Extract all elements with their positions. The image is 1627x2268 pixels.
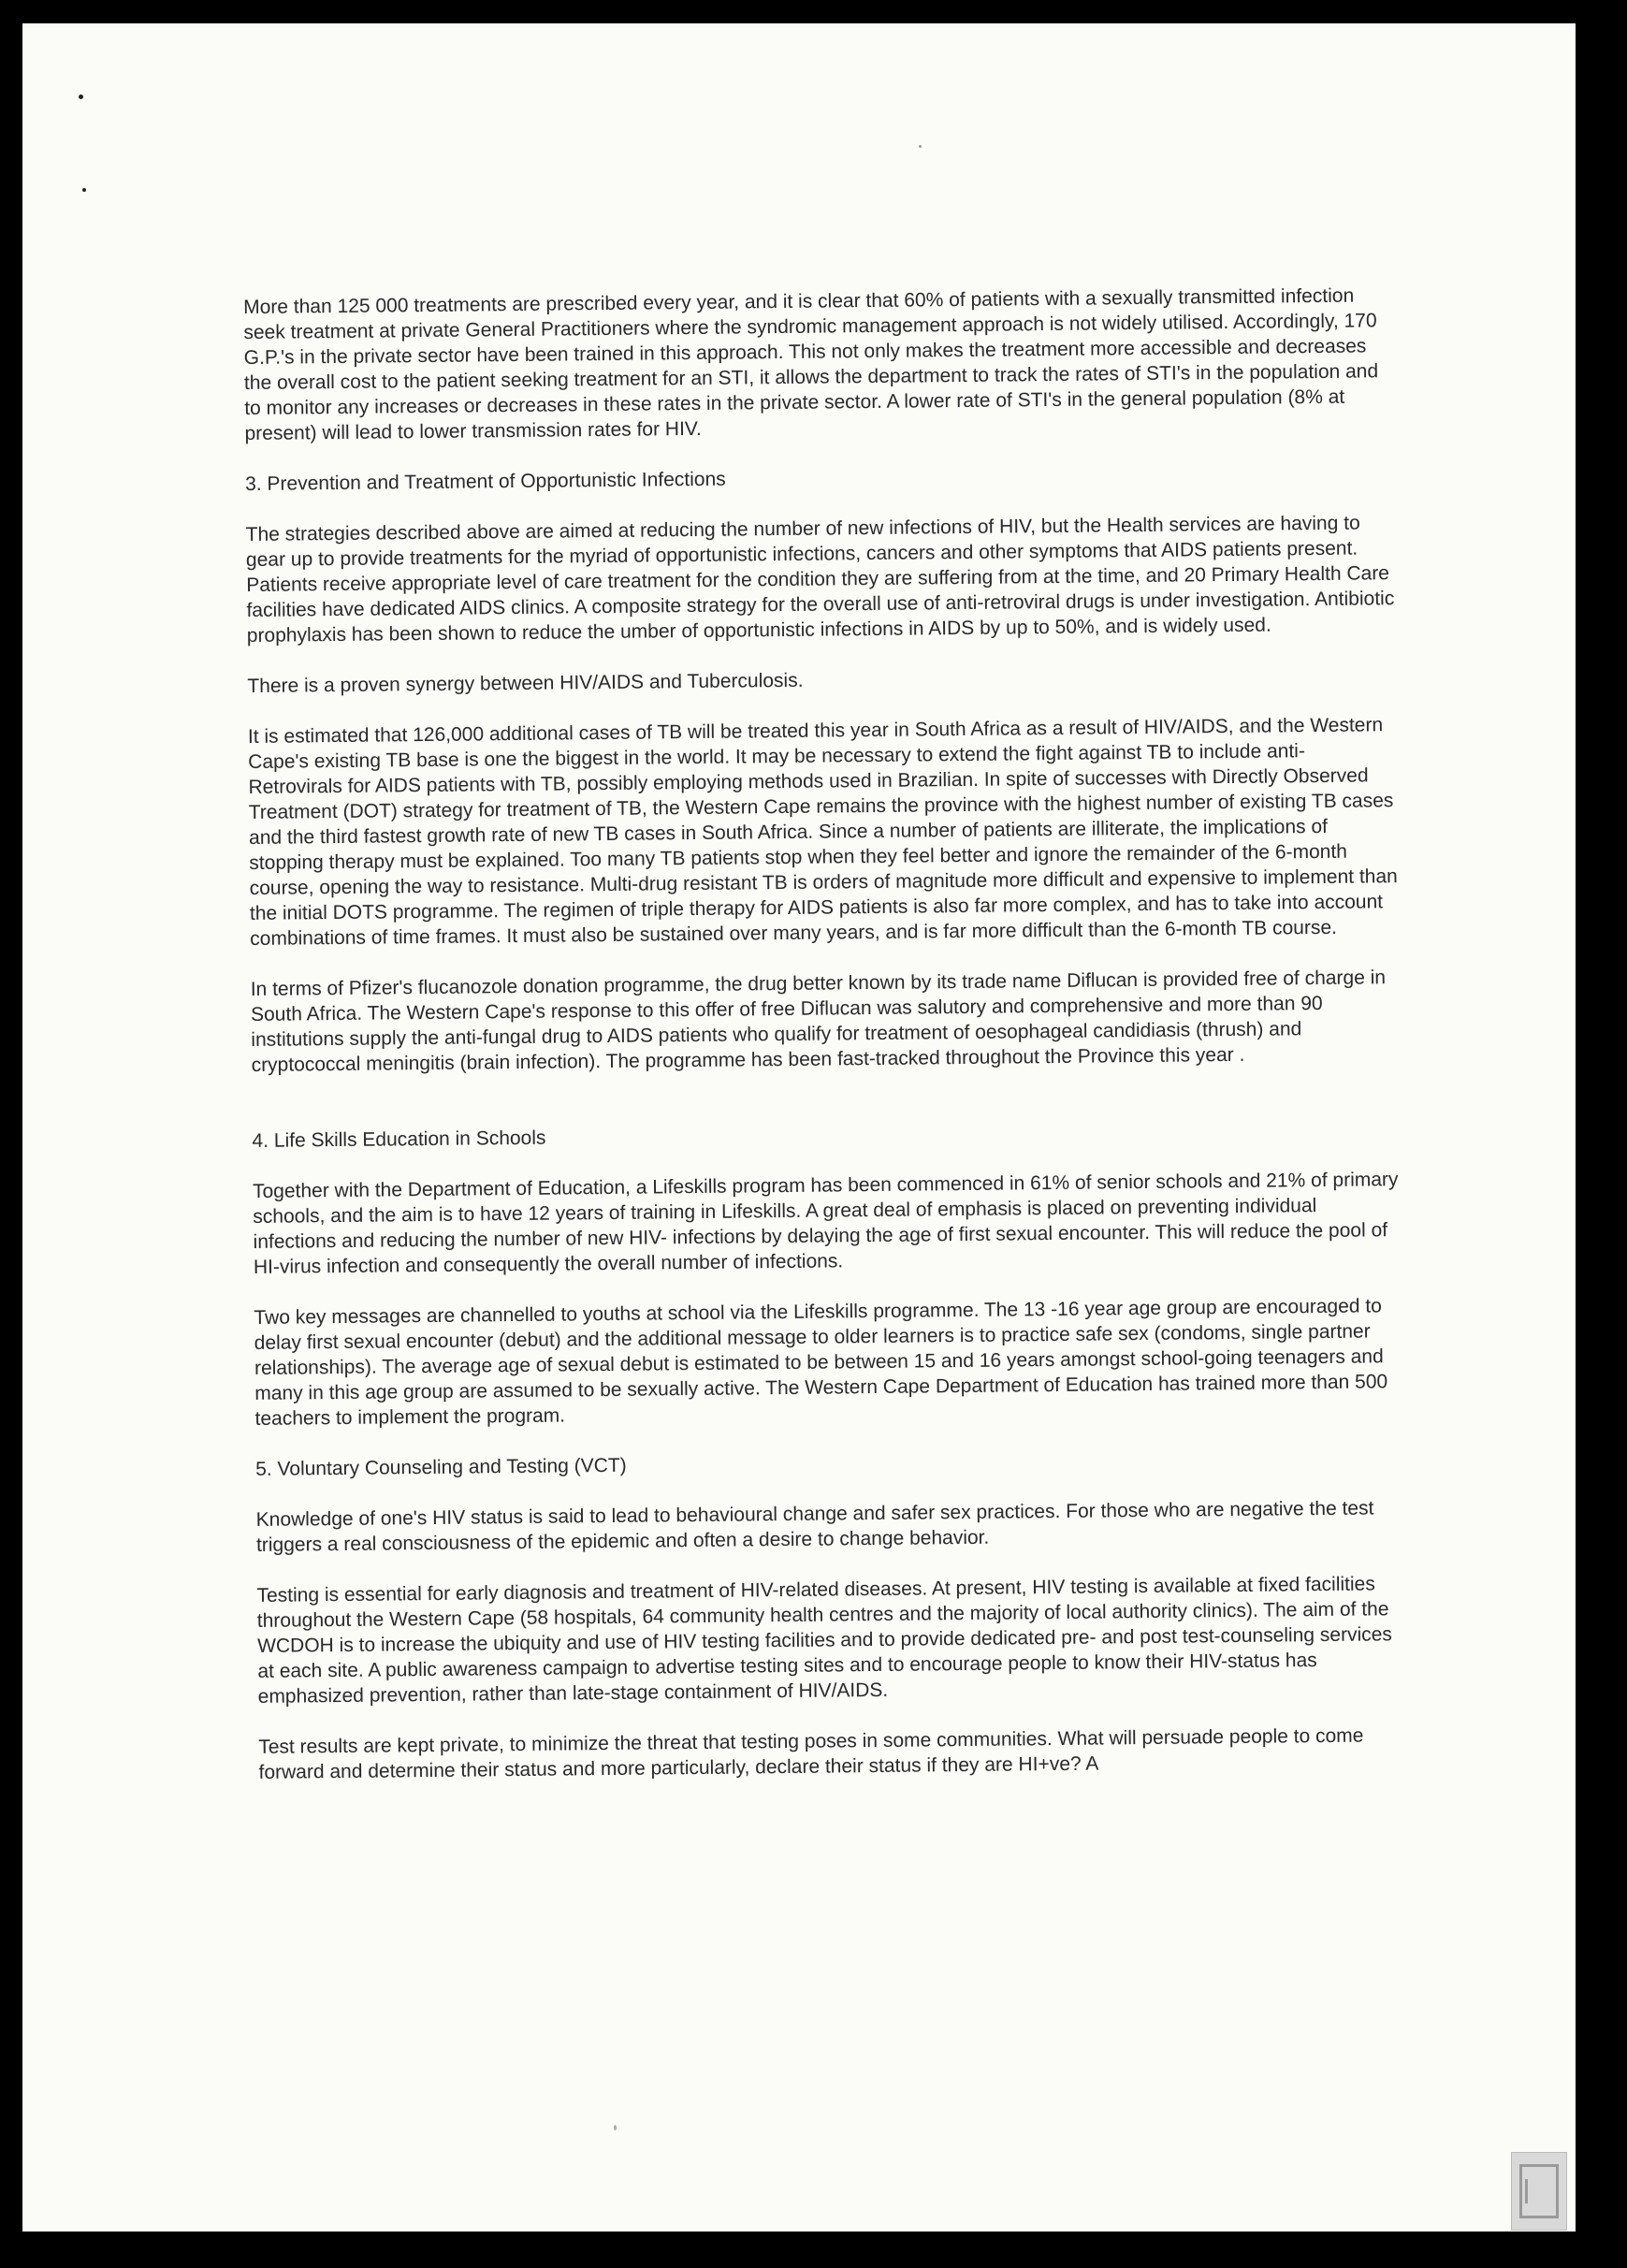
page-speck [919,145,922,148]
paragraph-diflucan: In terms of Pfizer's flucanozole donation programme, the drug better known by its trade name Diflucan is provided free of charge in South Africa. The Western Cape's response to this offer of free Diflucan was salutory and comprehensive and more than 90 institutions supply the anti-fungal drug to AIDS patients who qualify for treatment of oesophageal candidiasis (thrush) and cryptococcal meningitis (brain infection). The programme has been fast-tracked throughout the Province this year . [250,967,1387,1076]
archive-stamp-icon [1511,2152,1567,2231]
paragraph-hiv-status-knowledge: Knowledge of one's HIV status is said to lead to behavioural change and safer sex practices. For those who are negative the test triggers a real consciousness of the epidemic and often a desire to change behavior. [255,1497,1374,1556]
document-body [243,283,1410,1810]
paragraph-sti-treatments: More than 125 000 treatments are prescribed every year, and it is clear that 60% of patients with a sexually transmitted infection seek treatment at private General Practitioners where the syndromic management approach is not widely utilised. Accordingly, 170 G.P.'s in the private sector have been trained in this approach. This not only makes the treatment more accessible and decreases the overall cost to the patient seeking treatment for an STI, it allows the department to track the rates of STI's in the population and to monitor any increases or decreases in these rates in the private sector. A lower rate of STI's in the general population (8% at present) will lead to lower transmission rates for HIV. [243,284,1379,444]
document-page [22,23,1576,2232]
paragraph-tb-estimates: It is estimated that 126,000 additional cases of TB will be treated this year in South Africa as a result of HIV/AIDS, and the Western Cape's existing TB base is one the biggest in the world. It may be necessary to extend the fight against TB to include anti-Retrovirals for AIDS patients with TB, possibly employing methods used in Brazilian. In spite of successes with Directly Observed Treatment (DOT) strategy for treatment of TB, the Western Cape remains the province with the highest number of existing TB cases and the third fastest growth rate of new TB cases in South Africa. Since a number of patients are illiterate, the implications of stopping therapy must be explained. Too many TB patients stop when they feel better and ignore the remainder of the 6-month course, opening the way to resistance. Multi-drug resistant TB is orders of magnitude more difficult and expensive to implement than the initial DOTS programme. The regimen of triple therapy for AIDS patients is also far more complex, and has to take into account combinations of time frames. It must also be sustained over many years, and is far more difficult than the 6-month TB course. [247,714,1398,950]
paragraph-test-results-private: Test results are kept private, to minimize the threat that testing poses in some communities. What will persuade people to come forward and determine their status and more particularly, declare their status if they are HI+ve? A [258,1724,1364,1783]
page-speck [79,94,83,99]
paragraph-testing-essential: Testing is essential for early diagnosis and treatment of HIV-related diseases. At present, HIV testing is available at fixed facilities throughout the Western Cape (58 hospitals, 64 community health centres and the majority of local authority clinics). The aim of the WCDOH is to increase the ubiquity and use of HIV testing facilities and to provide dedicated pre- and post test-counseling services at each site. A public awareness campaign to advertise testing sites and to encourage people to know their HIV-status has emphasized prevention, rather than late-stage containment of HIV/AIDS. [256,1573,1392,1708]
page-speck [614,2125,617,2130]
paragraph-opportunistic-strategies: The strategies described above are aimed at reducing the number of new infections of HIV, but the Health services are having to gear up to provide treatments for the myriad of opportunistic infections, cancers and other symptoms that AIDS patients present. Patients receive appropriate level of care treatment for the condition they are suffering from at the time, and 20 Primary Health Care facilities have dedicated AIDS clinics. A composite strategy for the overall use of anti-retroviral drugs is under investigation. Antibiotic prophylaxis has been shown to reduce the umber of opportunistic infections in AIDS by up to 50%, and is widely used. [245,512,1395,647]
section-heading-opportunistic-infections: 3. Prevention and Treatment of Opportunistic Infections [245,468,726,495]
paragraph-lifeskills-program: Together with the Department of Education, a Lifeskills program has been commenced in 61% of senior schools and 21% of primary schools, and the aim is to have 12 years of training in Lifeskills. A great deal of emphasis is placed on preventing individual infections and reducing the number of new HIV- infections by delaying the age of first sexual encounter. This will reduce the pool of HI-virus infection and consequently the overall number of infections. [252,1169,1399,1278]
section-heading-life-skills: 4. Life Skills Education in Schools [252,1127,546,1152]
section-heading-vct: 5. Voluntary Counseling and Testing (VCT) [255,1454,627,1480]
paragraph-tb-synergy: There is a proven synergy between HIV/AIDS and Tuberculosis. [247,669,804,697]
paragraph-key-messages: Two key messages are channelled to youths at school via the Lifeskills programme. The 13 -16 year age group are encouraged to delay first sexual encounter (debut) and the additional message to older learners is to practice safe sex (condoms, single partner relationships). The average age of sexual debut is estimated to be between 15 and 16 years amongst school-going teenagers and many in this age group are assumed to be sexually active. The Western Cape Department of Education has trained more than 500 teachers to implement the program. [254,1295,1388,1430]
page-speck [82,188,86,192]
